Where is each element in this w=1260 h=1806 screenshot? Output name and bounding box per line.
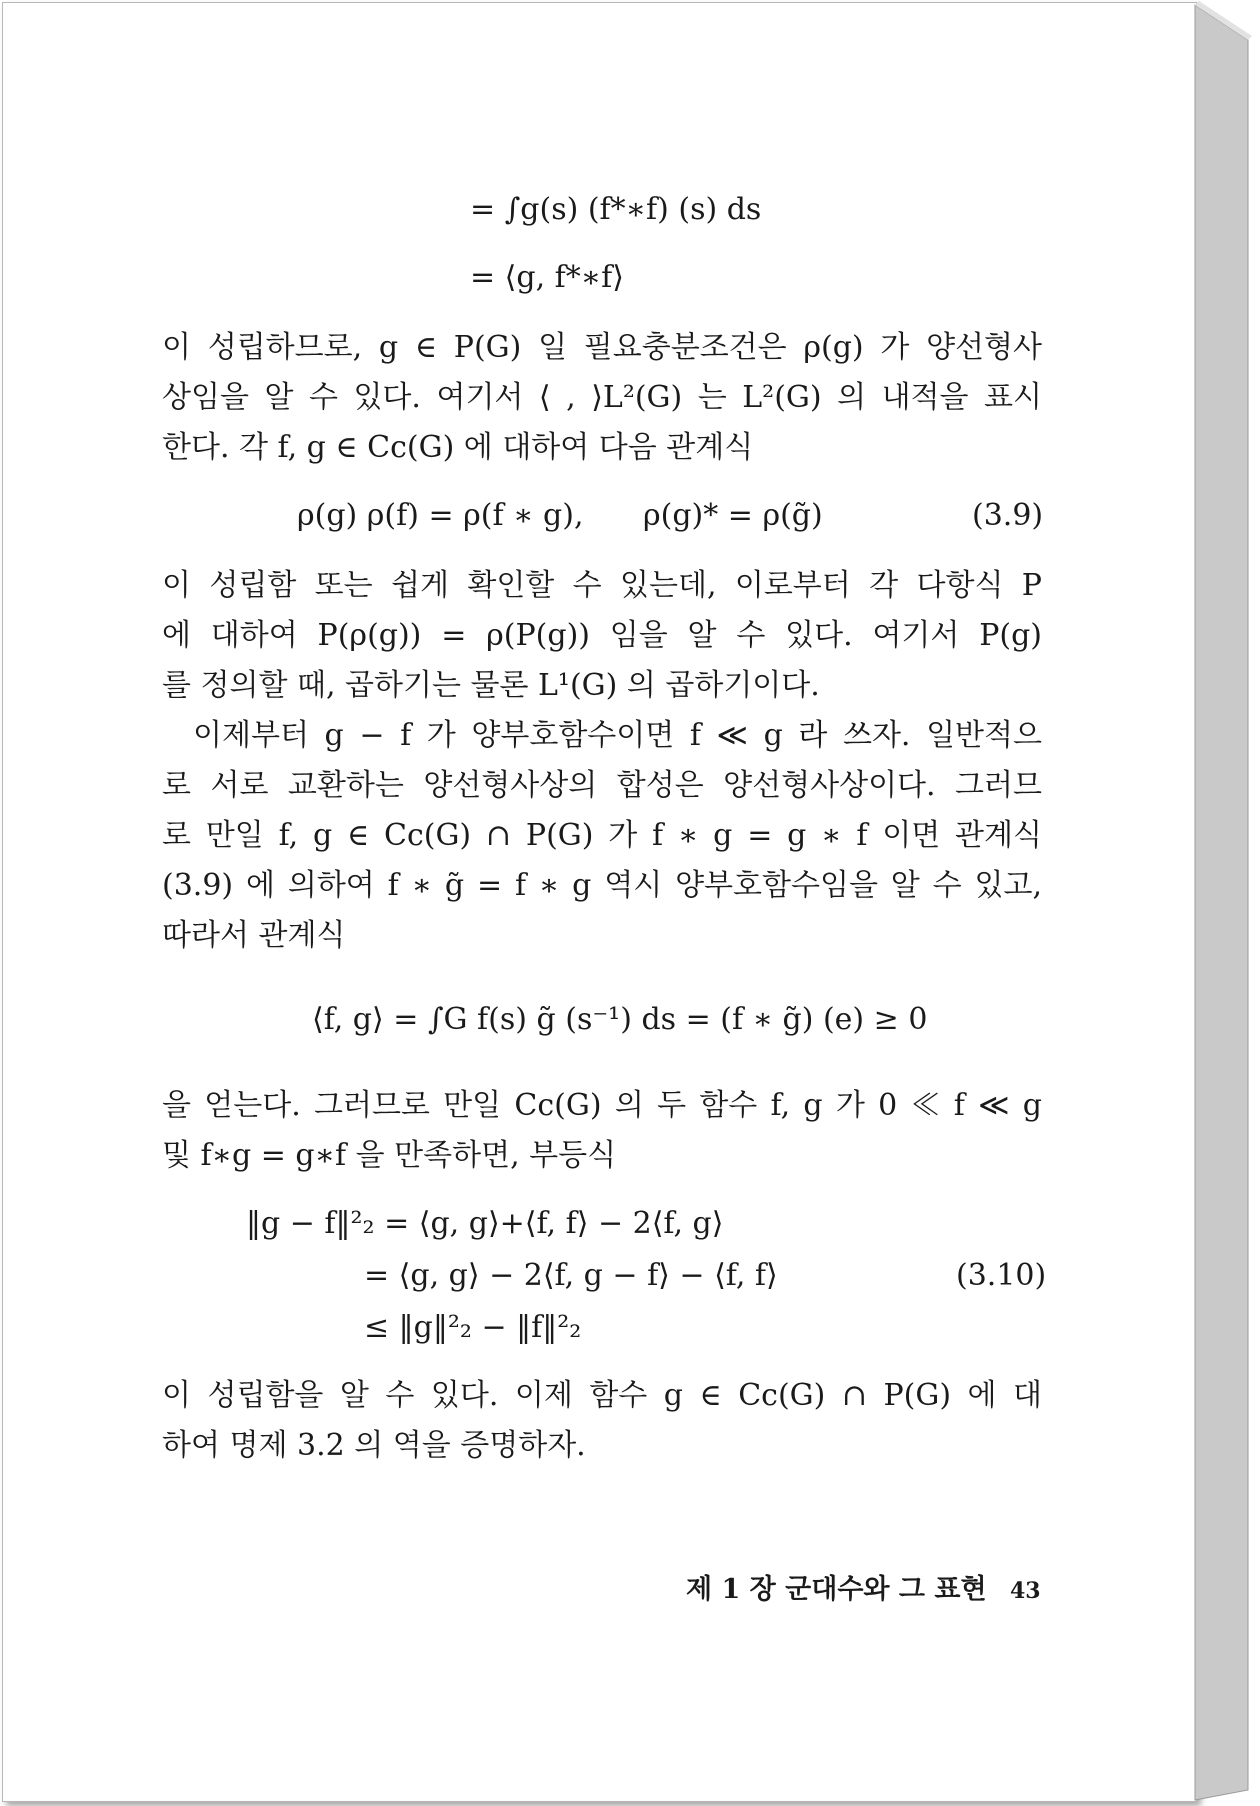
text-line: 한다. 각 f, g ∈ Cc(G) 에 대하여 다음 관계식	[162, 430, 754, 465]
text-line: 로 서로 교환하는 양선형사상의 합성은 양선형사상이다. 그러므	[162, 768, 1042, 803]
eq-3-9-left: ρ(g) ρ(f) = ρ(f ∗ g),	[297, 498, 584, 533]
text-line: 이 성립함 또는 쉽게 확인할 수 있는데, 이로부터 각 다항식 P	[162, 568, 1042, 603]
text-line: 이 성립함을 알 수 있다. 이제 함수 g ∈ Cc(G) ∩ P(G) 에 대	[162, 1378, 1042, 1413]
text-line: 로 만일 f, g ∈ Cc(G) ∩ P(G) 가 f ∗ g = g ∗ f 이면 관계식	[162, 818, 1042, 853]
text-line: 이 성립하므로, g ∈ P(G) 일 필요충분조건은 ρ(g) 가 양선형사	[162, 330, 1042, 365]
page-number: 43	[1009, 1578, 1041, 1604]
text-line: 하여 명제 3.2 의 역을 증명하자.	[162, 1428, 586, 1463]
running-footer	[686, 1567, 1041, 1606]
eq-3-9-number: (3.9)	[972, 498, 1044, 533]
text-line: 이제부터 g − f 가 양부호함수이면 f ≪ g 라 쓰자. 일반적으	[193, 718, 1042, 753]
eq-inner-product: ⟨f, g⟩ = ∫G f(s) g̃ (s⁻¹) ds = (f ∗ g̃) (e) ≥ 0	[312, 1002, 928, 1037]
eq-3-9-right: ρ(g)* = ρ(g̃)	[643, 498, 823, 533]
page-edge	[1190, 0, 1260, 1806]
display-line-1: = ∫g(s) (f*∗f) (s) ds	[470, 192, 762, 227]
eq-3-10-line-3: ≤ ‖g‖²₂ − ‖f‖²₂	[364, 1310, 582, 1345]
chapter-title: 제 1 장 군대수와 그 표현	[686, 1574, 987, 1605]
display-line-2: = ⟨g, f*∗f⟩	[470, 260, 624, 295]
text-line: (3.9) 에 의하여 f ∗ g̃ = f ∗ g 역시 양부호함수임을 알 수 있고,	[162, 868, 1042, 903]
text-line: 따라서 관계식	[162, 918, 346, 953]
eq-3-10-line-1: ‖g − f‖²₂ = ⟨g, g⟩+⟨f, f⟩ − 2⟨f, g⟩	[246, 1206, 724, 1241]
text-line: 및 f∗g = g∗f 을 만족하면, 부등식	[162, 1138, 617, 1173]
text-line: 상임을 알 수 있다. 여기서 ⟨ , ⟩L²(G) 는 L²(G) 의 내적을 표시	[162, 380, 1042, 415]
text-line: 를 정의할 때, 곱하기는 물론 L¹(G) 의 곱하기이다.	[162, 668, 820, 703]
eq-3-10-line-2: = ⟨g, g⟩ − 2⟨f, g − f⟩ − ⟨f, f⟩	[364, 1258, 778, 1293]
eq-3-10-number: (3.10)	[956, 1258, 1047, 1293]
text-line: 에 대하여 P(ρ(g)) = ρ(P(g)) 임을 알 수 있다. 여기서 P(g)	[162, 618, 1042, 653]
text-line: 을 얻는다. 그러므로 만일 Cc(G) 의 두 함수 f, g 가 0 ≪ f ≪ g	[162, 1088, 1042, 1123]
